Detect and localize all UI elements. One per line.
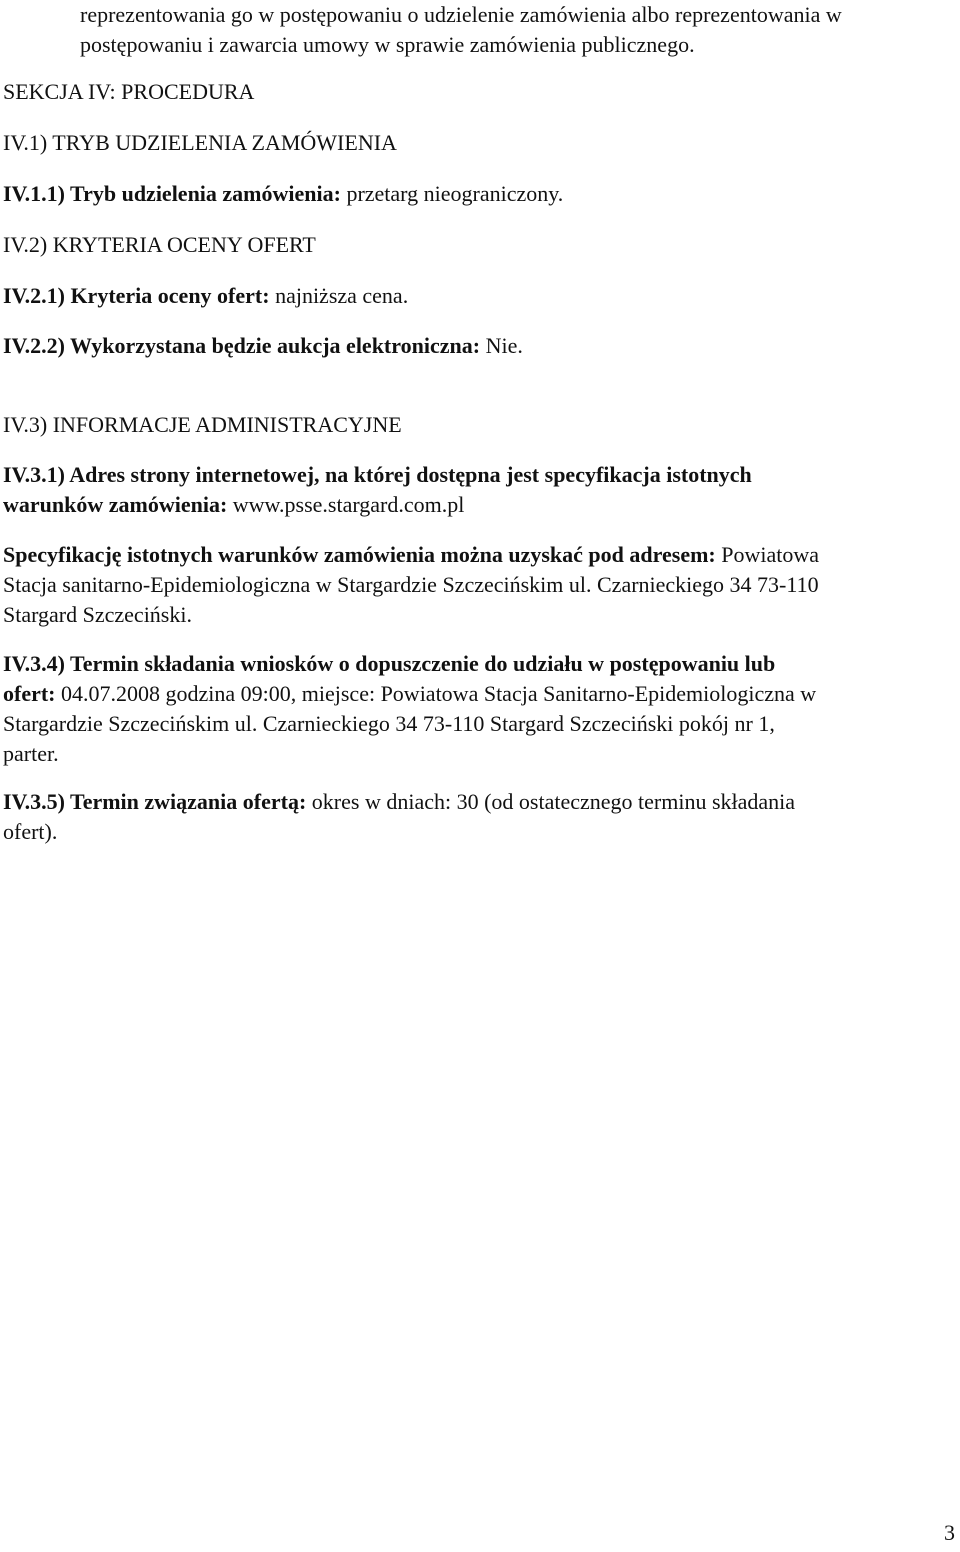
item-iv-3-1-line-2 [3,490,464,520]
item-iv-1-1 [3,179,563,209]
item-iv-2-2 [3,331,523,361]
heading-iv-2: IV.2) KRYTERIA OCENY OFERT [3,232,316,257]
item-value: 04.07.2008 godzina 09:00, miejsce: Powiatowa Stacja Sanitarno-Epidemiologiczna w [55,681,817,706]
spec-line-2: Stacja sanitarno-Epidemiologiczna w Stargardzie Szczecińskim ul. Czarnieckiego 34 73-110 [3,572,819,597]
item-label: IV.1.1) Tryb udzielenia zamówienia: [3,181,341,206]
item-iv-3-5-line-2: ofert). [3,819,58,844]
item-iv-3-1-line-1: IV.3.1) Adres strony internetowej, na której dostępna jest specyfikacja istotnych [3,462,752,487]
item-value: okres w dniach: 30 (od ostatecznego terminu składania [306,789,796,814]
item-iv-3-4-line-3: Stargardzie Szczecińskim ul. Czarnieckiego 34 73-110 Stargard Szczeciński pokój nr 1, [3,711,775,736]
heading-iv-3: IV.3) INFORMACJE ADMINISTRACYJNE [3,412,402,437]
spec-label: Specyfikację istotnych warunków zamówienia można uzyskać pod adresem: [3,542,716,567]
item-label: IV.2.2) Wykorzystana będzie aukcja elektroniczna: [3,333,481,358]
website-url: www.psse.stargard.com.pl [227,492,465,517]
item-value: przetarg nieograniczony. [340,181,564,206]
heading-iv-1: IV.1) TRYB UDZIELENIA ZAMÓWIENIA [3,130,397,155]
spec-line-1 [3,540,819,570]
item-iv-3-4-line-4: parter. [3,741,59,766]
item-iv-3-4-line-2 [3,679,816,709]
item-label: warunków zamówienia: [3,492,228,517]
intro-line-2: postępowaniu i zawarcia umowy w sprawie zamówienia publicznego. [80,32,695,57]
spec-value: Powiatowa [715,542,820,567]
section-title: SEKCJA IV: PROCEDURA [3,79,255,104]
item-value: najniższa cena. [269,283,409,308]
item-iv-3-4-line-1: IV.3.4) Termin składania wniosków o dopuszczenie do udziału w postępowaniu lub [3,651,776,676]
page-number: 3 [944,1520,955,1545]
spec-line-3: Stargard Szczeciński. [3,602,192,627]
intro-line-1: reprezentowania go w postępowaniu o udzielenie zamówienia albo reprezentowania w [80,2,842,27]
item-label: ofert: [3,681,56,706]
item-iv-2-1 [3,281,408,311]
item-label: IV.3.5) Termin związania ofertą: [3,789,307,814]
item-value: Nie. [480,333,523,358]
item-label: IV.2.1) Kryteria oceny ofert: [3,283,270,308]
item-iv-3-5-line-1 [3,787,795,817]
